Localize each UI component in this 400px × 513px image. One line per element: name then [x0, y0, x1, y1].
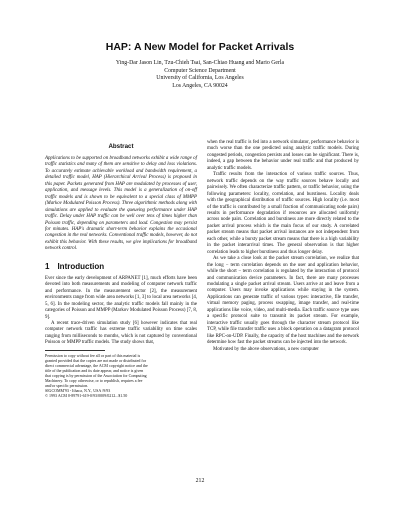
body-paragraph-1: when the real traffic is fed into a network simulator, performance behavior is much worse than the one predicted using analytic traffic models. During congested periods, congestion persists and losses can be significant. There is, indeed, a gap between the behavior under real traffic and that produced by analytic traffic models. — [207, 140, 359, 171]
permission-line: Permission to copy without fee all or part of this material is — [45, 352, 141, 358]
section-heading-introduction — [45, 262, 197, 271]
abstract-text: Applications to be supported on broadband networks exhibit a wide range of traffic statistics and many of them are sensitive to delay and loss violations. To accurately estimate achievable workload and bandwidth requirement, a detailed traffic model, HAP (Hierarchical Arrival Process) is proposed in this paper. Packets generated from HAP are modulated by processes of user, application, and message levels. This model is a generalization of on-off traffic models and is shown to be equivalent to a special class of MMPP (Markov Modulated Poisson Process). Three algorithmic methods along with simulations are applied to evaluate the queueing performance under HAP traffic. Delay under HAP traffic can be well over tens of times higher than Poisson traffic, depending on parameters and load. Congestion may persist for minutes. HAP's dramatic short-term behavior explains the occasional congestion in the real networks. Conventional traffic models, however, do not exhibit this behavior. With these results, we give implications for broadband network control. — [45, 156, 197, 252]
right-column — [207, 140, 359, 353]
section-number: 1 — [45, 261, 50, 271]
right-column-body — [207, 140, 359, 353]
affiliation-department: Computer Science Department — [164, 67, 236, 74]
permission-line: direct commercial advantage, the ACM copyright notice and the — [45, 362, 148, 368]
body-paragraph-4: Motivated by the above observations, a new computer — [213, 346, 319, 352]
footnote-divider — [45, 350, 105, 351]
affiliation-university: University of California, Los Angeles — [156, 75, 244, 82]
permission-line: that copying is by permission of the Association for Computing — [45, 372, 147, 378]
paper-title: HAP: A New Model for Packet Arrivals — [105, 41, 295, 53]
affiliation-city: Los Angeles, CA 90024 — [172, 82, 228, 89]
authors: Ying-Dar Jason Lin, Tzu-Chieh Tsai, San-Chiao Huang and Mario Gerla — [115, 60, 285, 66]
introduction-paragraph-2: A recent trace-driven simulation study [6] however indicates that real computer network traffic has extreme traffic variability on time scales ranging from milliseconds to months, which is not captured by conventional Poisson or MMPP traffic models. The study shows that, — [45, 320, 197, 346]
permission-line: Machinery. To copy otherwise, or to republish, requires a fee — [45, 377, 143, 383]
abstract-heading: Abstract — [108, 143, 134, 150]
conference-line: SIGCOMM'93 - Ithaca, N.Y., USA /9/93 — [45, 387, 111, 393]
permission-line: granted provided that the copies are not made or distributed for — [45, 357, 147, 363]
permission-notice — [45, 353, 197, 398]
section-title: Introduction — [57, 261, 105, 271]
author-block — [0, 60, 400, 90]
permission-line: and/or specific permission. — [45, 382, 89, 388]
introduction-body — [45, 276, 197, 347]
body-paragraph-3: As we take a close look at the packet stream correlation, we realize that the long − term correlation depends on the user and application behavior, while the short − term correlation is regulated by the interaction of protocol and communication device parameters. In fact, there are many processes modulating a single packet arrival stream. Users arrive at and leave from a computer. Users may invoke applications while staying in the system. Applications can generate traffic of various types: interactive, file transfer, virtual memory paging, process swapping, image transfer, and real-time applications like voice, video, and multi-media. Each traffic source type uses a specific protocol suite to transmit its packet stream. For example, interactive traffic usually goes through the character stream protocol like TCP, while file transfer traffic uses a block operation on a datagram protocol like RPC-on-UDP. Finally, the capacity of the host machines and the network determine how fast the packet streams can be injected into the network. — [207, 256, 359, 346]
permission-line: title of the publication and its date appear, and notice is given — [45, 367, 144, 373]
page-number: 212 — [195, 478, 205, 484]
left-column — [45, 143, 197, 398]
copyright-line: © 1993 ACM 0-89791-619-0/93/0009/0212...$1.50 — [45, 392, 128, 398]
introduction-paragraph-1: Ever since the early development of ARPANET [1], much efforts have been devoted into both measurements and modeling of computer network traffic and performance. In the measurement sector [2], the measurement environments range from wide area networks [1, 3] to local area networks [4, 5, 6]. In the modeling sector, the analytic traffic models fall mainly in the categories of Poisson and MMPP (Markov Modulated Poisson Process) [7, 8, 9]. — [45, 275, 197, 320]
body-paragraph-2: Traffic results from the interaction of various traffic sources. Thus, network traffic depends on the way traffic sources behave locally and pairwisely. We often characterize traffic pattern, or traffic behavior, using the following parameters: locality, correlation, and burstiness. Locality deals with the geographical distribution of traffic sources. High locality (i.e. most of the traffic is contributed by a small fraction of communicating node pairs) results in performance degradation if resources are allocated uniformly across node pairs. Correlation and burstiness are more directly related to the packet arrival process which is the main focus of our study. A correlated packet stream means that packet arrival instances are not independent from each other, while a bursty packet stream means that there is a high variability in the packet interarrival times. The general observation is that higher correlation leads to higher burstiness and thus longer delay. — [207, 172, 359, 255]
